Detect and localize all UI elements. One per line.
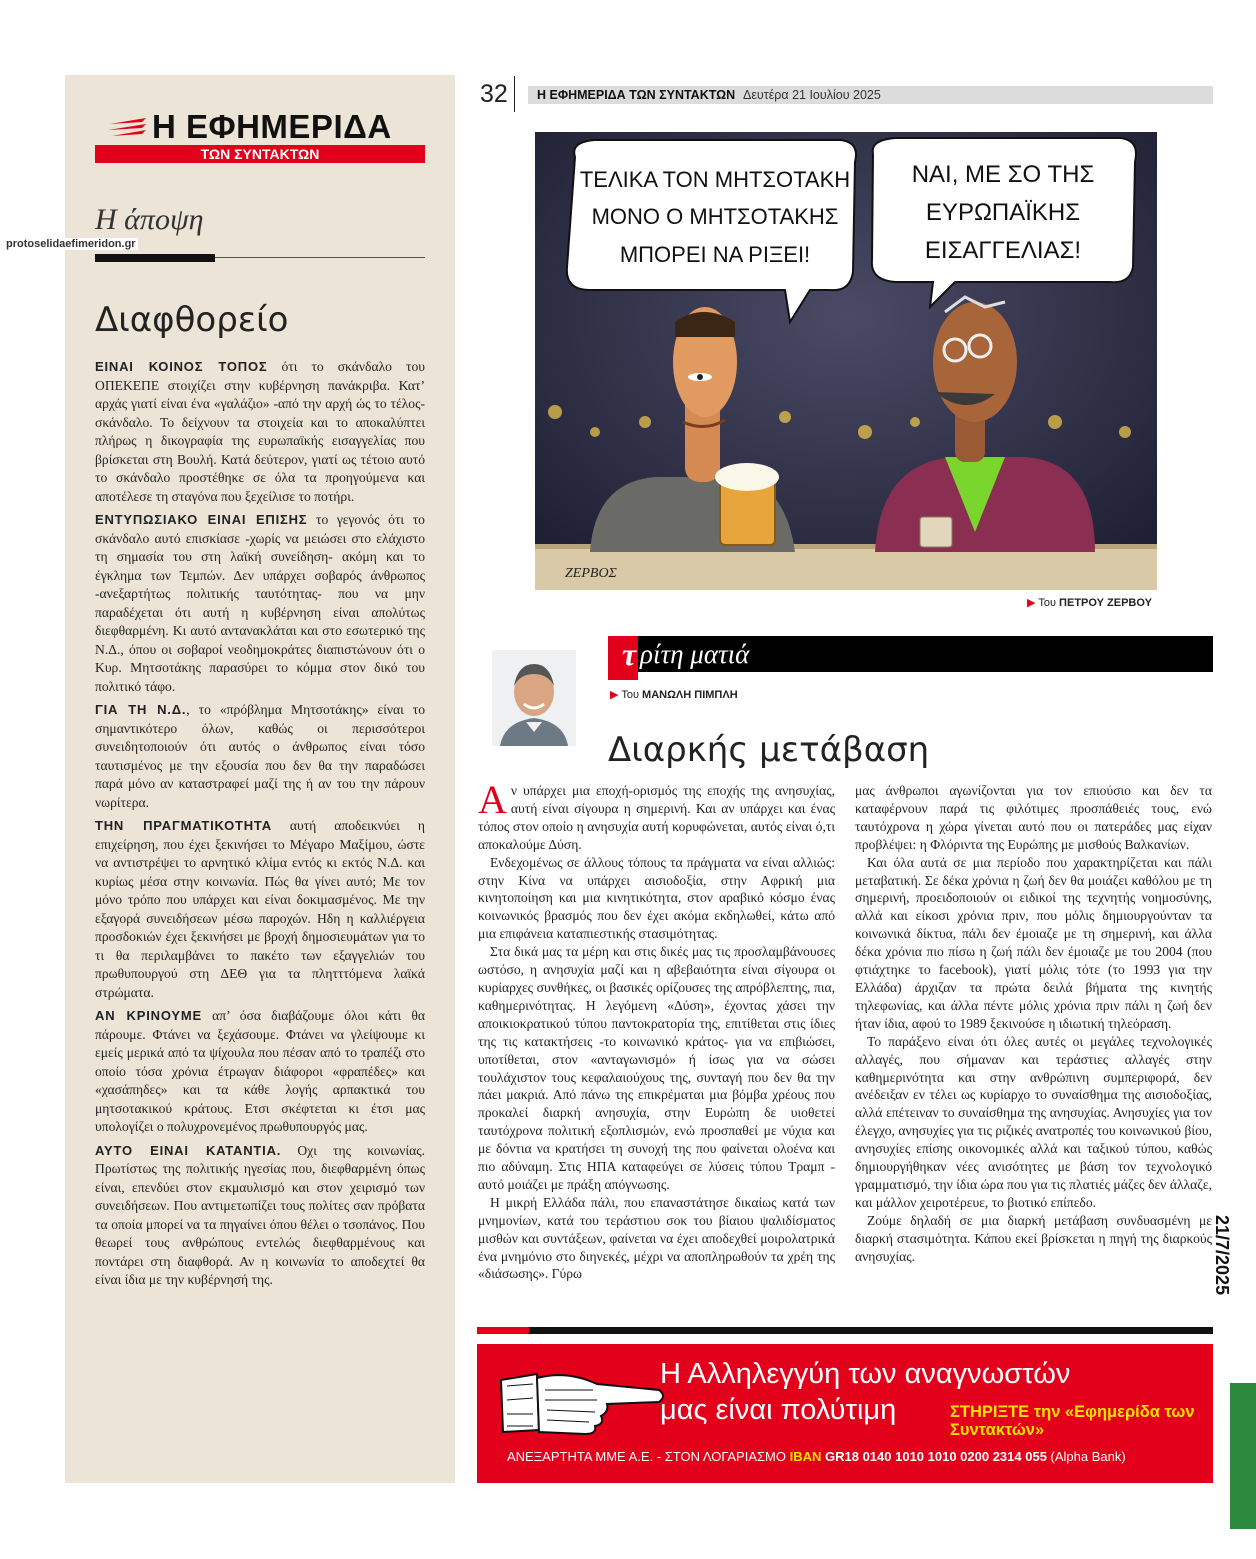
footer-rule <box>529 1327 1213 1334</box>
cartoon-signature: ΖΕΡΒΟΣ <box>565 566 617 581</box>
article-paragraph: μας άνθρωποι αγωνίζονται για τον επιούσιο και δεν τα καταφέρνουν παρά τις φιλότιμες προσπάθειές τους, ενώ ταυτόχρονα η χώρα γίνεται αυτό που οι πατεράδες μας είχαν προβλέψει: η Φλόριντα της Ευρώπης με μισθούς Βαλκανίων. <box>855 783 1212 852</box>
editorial-paragraph: ΤΗΝ ΠΡΑΓΜΑΤΙΚΟΤΗΤΑ αυτή αποδεικνύει η επιχείρηση, που έχει ξεκινήσει το Μέγαρο Μαξίμου, ώστε να αντιστρέψει το αρνητικό κλίμα εντός κι εκτός Ν.Δ. και κυρίως μέσα στην κοινωνία. Πώς θα γίνει αυτό; Με τον μόνο τρόπο που υπάρχει και είναι δοκιμασμένος. Με την εξαγορά συνειδήσεων μέσω παροχών. Ηδη η καλλιέργεια προσδοκιών έχει ξεκινήσει με βροχή δημοσιευμάτων για το τι θα περιλαμβάνει το πακέτο των εξαγγελιών του πρωθυπουργού στη ΔΕΘ για τα πλητττόμενα λαϊκά στρώματα. <box>95 818 425 1000</box>
article-paragraph: Η μικρή Ελλάδα πάλι, που επαναστάτησε δικαίως κατά των μνημονίων, κατά του τεράστιου σοκ του βίαιου ψαλιδίσματος μισθών και συντάξεων, φαίνεται να έχει αποδεχθεί μοιρολατρικά ένα μνημόνιο στο διηνεκές, μέχρι να αποπληρωθούν τα χρέη της «διάσωσης». Γύρω <box>478 1194 835 1282</box>
pointing-hand-icon <box>497 1360 667 1444</box>
article-body-col1 <box>478 777 835 1283</box>
article-paragraph: Στα δικά μας τα μέρη και στις δικές μας τις προσλαμβάνουσες ωστόσο, η ανησυχία μαζί και η αβεβαιότητα είναι σίγουρα οι κυρίαρχες συνθήκες, οι βασικές ορίζουσες της απρόβλεπτης, πια, καθημερινότητας. Η λεγόμενη «Δύση», έχοντας χάσει την αποικιοκρατικού τύπου παντοκρατορία της, επιτίθεται στις ίδιες της τις κατακτήσεις -το κοινωνικό κράτος- για να επιβιώσει, υποτίθεται, στον «ανταγωνισμό» ή ίσως για να σώσει τουλάχιστον τους κεφαλαιούχους της, συνταγή που δεν θα την πάει μακριά. Από πάνω της επικρέμαται μια βόμβα χρέους που προκαλεί διαρκή ανησυχία, στην Ευρώπη δε υιοθετεί ταυτόχρονα πολιτική εξοπλισμών, ενώ προσπαθεί με νύχια και με δόντια να κρατήσει τη συνοχή της που φαίνεται ολοένα και πιο αδύναμη. Στις ΗΠΑ καταφεύγει σε λύσεις τύπου Τραμπ - αυτό μοιάζει με πράξη απόγνωσης. <box>478 944 835 1192</box>
drop-cap: Α <box>478 777 507 822</box>
article-paragraph: Και όλα αυτά σε μια περίοδο που χαρακτηρίζεται και πάλι μεταβατική. Σε δέκα χρόνια η ζωή δεν θα μοιάζει καθόλου με τη σημερινή, προειδοποιούν οι ειδικοί της τεχνητής νοημοσύνης, αλλά και είκοσι χρόνια πριν, που μόλις δημιουργούνταν τα κοινωνικά δίκτυα, πάλι δεν έμοιαζε με τη σημερινή, και άλλα δέκα χρόνια πιο πίσω η ζωή πάλι δεν έμοιαζε με του 2004 (που φτιάχτηκε το facebook), γιατί μόλις τότε (το 1993 για την Ελλάδα) άρχιζαν τα πρώτα δειλά βήματα της κινητής τηλεφωνίας, και άλλα πέντε μόλις χρόνια πριν πάλι η ζωή δεν ήταν ίδια, αφού το 1989 ξεκινούσε η ιδιωτική τηλεόραση. <box>855 854 1212 1031</box>
cartoon <box>535 132 1157 590</box>
logo-title: Η ΕΦΗΜΕΡΙΔΑ <box>152 108 392 145</box>
editorial-title: Διαφθορείο <box>95 300 289 340</box>
cartoon-credit: ▶ Του ΠΕΤΡΟΥ ΖΕΡΒΟΥ <box>1027 597 1152 609</box>
banner-subheadline: μας είναι πολύτιμη <box>660 1394 897 1426</box>
section-rule-accent <box>95 254 215 262</box>
triangle-icon: ▶ <box>1027 597 1036 609</box>
editorial-paragraph: ΕΝΤΥΠΩΣΙΑΚΟ ΕΙΝΑΙ ΕΠΙΣΗΣ το γεγονός ότι το σκάνδαλο αυτό επισκίασε -χωρίς να μειώσει στο ελάχιστο τη σημασία του στη λαϊκή συνείδηση- ακόμη και το έγκλημα των Τεμπών. Δεν υπάρχει σοβαρός άνθρωπος -ανεξαρτήτως πολιτικής ταυτότητας- που να μην παραδέχεται ότι αυτή η κυβέρνηση είναι απολύτως διεφθαρμένη. Κι αυτό αντανακλάται και στο εσωτερικό της Ν.Δ., όπου οι σοβαροί νεοδημοκράτες διαπιστώνουν ότι ο Κυρ. Μητσοτάκης παρασύρει το κόμμα στον δικό του πολιτικό τάφο. <box>95 512 425 694</box>
column-name: ρίτη ματιά <box>640 639 750 669</box>
article-title: Διαρκής μετάβαση <box>608 730 930 770</box>
bubble-left-line: ΜΠΟΡΕΙ ΝΑ ΡΙΞΕΙ! <box>619 242 811 267</box>
triangle-icon: ▶ <box>610 689 619 701</box>
logo-swoosh-icon <box>108 116 148 138</box>
header-paper-name: Η ΕΦΗΜΕΡΙΔΑ ΤΩΝ ΣΥΝΤΑΚΤΩΝ <box>537 88 736 102</box>
bubble-right-line: ΕΙΣΑΓΓΕΛΙΑΣ! <box>924 237 1082 264</box>
author-byline: ▶ Του ΜΑΝΩΛΗ ΠΙΜΠΛΗ <box>610 689 738 701</box>
editorial-paragraph: ΑΝ ΚΡΙΝΟΥΜΕ απ’ όσα διαβάζουμε όλοι κάτι θα πάρουμε. Φτάνει να ξεχάσουμε. Φτάνει να γλείψουμε κι εμείς μερικά από τα ψίχουλα που πέσαν από το τραπέζι στο οποίο τόσα χρόνια έτρωγαν διάφοροι «φραπέδες» και «χασάπηδες» και τα κάθε λογής αρπακτικά του μητσοτακικού κράτους. Ετσι σκέφτεται κι έτσι μας υπολογίζει ο πολυχρονεμένος πρωθυπουργός μας. <box>95 1008 425 1134</box>
edge-tab <box>1230 1383 1256 1529</box>
bubble-right-line: ΝΑΙ, ΜΕ ΣΟ ΤΗΣ <box>911 161 1095 188</box>
header-divider <box>514 76 515 112</box>
bubble-right-line: ΕΥΡΩΠΑΪΚΗΣ <box>925 199 1081 226</box>
banner-cta: ΣΤΗΡΙΞΤΕ την «Εφημερίδα των Συντακτών» <box>950 1403 1195 1439</box>
article-body-col2 <box>855 782 1212 1265</box>
watermark: protoselidaefimeridon.gr <box>6 238 136 250</box>
article-paragraph: Ενδεχομένως σε άλλους τόπους τα πράγματα να είναι αλλιώς: στην Κίνα να υπάρχει αισιοδοξία, στην Αφρική μια κινητοποίηση και μια κινητικότητα, στον αραβικό κόσμο ένας κοινωνικός βρασμός που δεν έχει ακόμα εκδηλωθεί, κάτω από μια επιφάνεια καταπιεστικής στασιμότητας. <box>478 854 835 942</box>
banner-headline: Η Αλληλεγγύη των αναγνωστών <box>660 1358 1071 1390</box>
editorial-paragraph: ΕΙΝΑΙ ΚΟΙΝΟΣ ΤΟΠΟΣ ότι το σκάνδαλο του ΟΠΕΚΕΠΕ στοιχίζει στην κυβέρνηση πανάκριβα. Κατ’ αρχάς γιατί είναι ένα «γαλάζιο» -από την αρχή ώς το τέλος- σκάνδαλο. Το δείχνουν τα στοιχεία και το αποκαλύπτει πλήρως η δικογραφία της ευρωπαϊκής εισαγγελίας που βρίσκεται στη Βουλή. Κατά δεύτερον, γιατί ως τέτοιο αυτό το σκάνδαλο προστέθηκε σε όλα τα προηγούμενα και αποτέλεσε τη σταγόνα που ξεχείλισε το ποτήρι. <box>95 359 425 504</box>
section-label: Η άποψη <box>95 203 204 236</box>
side-date: 21/7/2025 <box>1212 1215 1232 1296</box>
author-portrait <box>492 650 576 746</box>
footer-rule-accent <box>477 1327 529 1334</box>
bubble-left-line: ΤΕΛΙΚΑ ΤΟΝ ΜΗΤΣΟΤΑΚΗ <box>579 167 851 192</box>
logo-subtitle: ΤΩΝ ΣΥΝΤΑΚΤΩΝ <box>95 145 425 163</box>
editorial-body <box>95 358 425 1295</box>
header-date: Δευτέρα 21 Ιουλίου 2025 <box>743 88 881 102</box>
article-paragraph: Ζούμε δηλαδή σε μια διαρκή μετάβαση συνδυασμένη με διαρκή στασιμότητα. Κάπου εκεί βρίσκεται η πηγή της διαρκούς ανησυχίας. <box>855 1212 1212 1264</box>
editorial-paragraph: ΓΙΑ ΤΗ Ν.Δ., το «πρόβλημα Μητσοτάκης» είναι το σημαντικότερο όλων, καθώς οι περισσότεροι συνειδητοποιούν ότι αυτός ο άνθρωπος είναι τόσο ταυτισμένος με την εξουσία που δεν θα την παραδώσει παρά μόνο αν καταστραφεί μαζί της ή αν του την πάρουν νωρίτερα. <box>95 702 426 810</box>
column-initial: τ <box>622 636 637 672</box>
article-paragraph: Αν υπάρχει μια εποχή-ορισμός της εποχής της ανησυχίας, αυτή είναι σίγουρα η σημερινή. Και αν υπάρχει και ένας τόπος στον οποίο η ανησυχία αυτή κορυφώνεται, αυτός είναι ό,τι αποκαλούμε Δύση. <box>478 777 835 852</box>
bubble-left-line: ΜΟΝΟ Ο ΜΗΤΣΟΤΑΚΗΣ <box>591 204 839 229</box>
banner-account-line: ΑΝΕΞΑΡΤΗΤΑ ΜΜΕ Α.Ε. - ΣΤΟΝ ΛΟΓΑΡΙΑΣΜΟ IBAN GR18 0140 1010 1010 0200 2314 055 (Alpha Bank) <box>507 1449 1126 1464</box>
editorial-paragraph: ΑΥΤΟ ΕΙΝΑΙ ΚΑΤΑΝΤΙΑ. Οχι της κοινωνίας. Πρωτίστως της πολιτικής ηγεσίας που, διεφθαρμένη όπως είναι, επενδύει στον εκμαυλισμό και στον χειρισμό των συνειδήσεων. Που αντιμετωπίζει τους πολίτες σαν πρόβατα τα οποία μπορεί να τα πηγαίνει όπου θέλει ο τσοπάνος. Που θεωρεί τους ανθρώπους εντελώς διεφθαρμένους και ποντάρει στη διαφθορά. Αν η κοινωνία το αποδεχτεί θα είναι ίδια με την κυβέρνησή της. <box>95 1142 425 1287</box>
page-number: 32 <box>480 80 508 108</box>
article-paragraph: Το παράξενο είναι ότι όλες αυτές οι μεγάλες τεχνολογικές αλλαγές, που σήμαναν και τεράστιες αλλαγές στην καθημερινότητα και στην ανθρώπινη συμπεριφορά, δεν ανέδειξαν εν τέλει ως κυρίαρχο το συναίσθημα της αισιοδοξίας, αλλά επέτειναν το συναίσθημα της ανησυχίας. Ανησυχίες για τον έλεγχο, ανησυχίες για τις ριζικές ανατροπές του κοινωνικού βίου, ανησυχίες επίσης οικονομικές αλλά και ταξικού τύπου, καθώς δημιουργήθηκαν νέες ανισότητες με βάση τον τεχνολογικό γραμματισμό, την ίδια ώρα που για τις πλατιές μάζες δεν άλλαζε, και μάλλον χειροτέρευε, το βιοτικό επίπεδο. <box>855 1033 1212 1210</box>
